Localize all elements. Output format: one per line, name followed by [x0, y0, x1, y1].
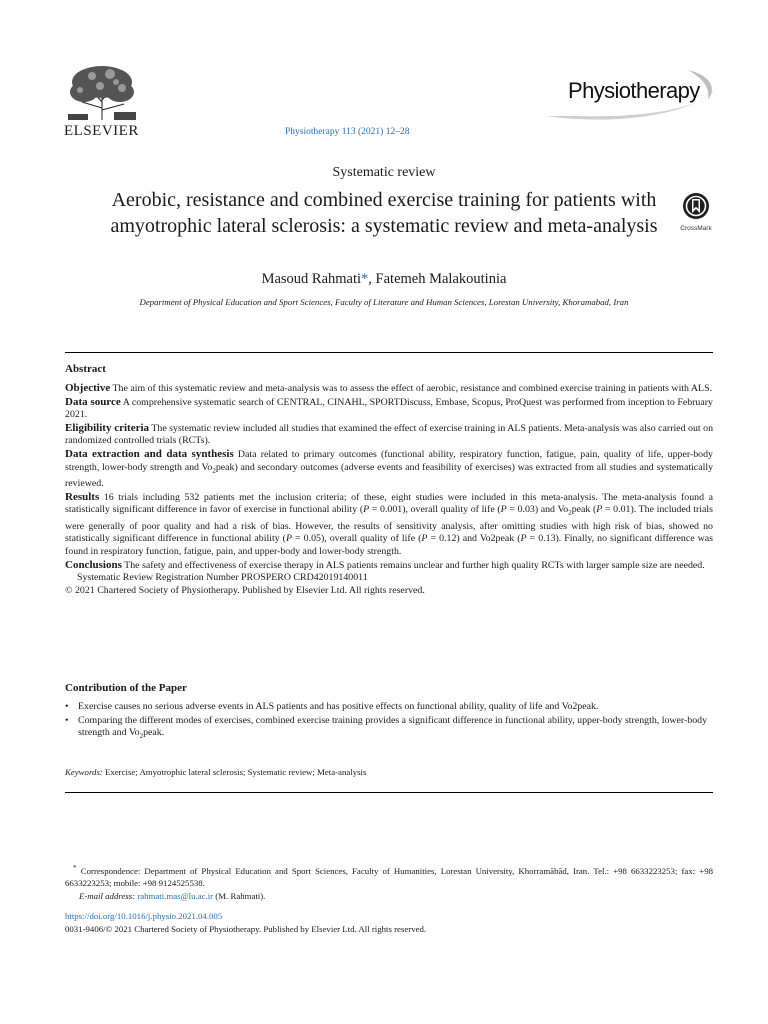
authors	[0, 271, 768, 288]
abstract-body	[65, 382, 713, 597]
results-text: 16 trials including 532 patients met the inclusion criteria; of these, eight studies were included in this meta-analysis. The meta-analysis found a statistically significant difference in favor of exercise in functional ability (	[65, 491, 713, 516]
contribution-item-text: Exercise causes no serious adverse events in ALS patients and has positive effects on functional ability, quality of life and Vo2peak.	[78, 701, 599, 712]
results-text: = 0.13). Finally, no significant difference was found in respiratory function, fatigue, pain, and upper-body and lower-body strength.	[65, 533, 714, 558]
contribution-item-text: peak.	[143, 727, 165, 739]
email-suffix: (M. Rahmati).	[215, 890, 266, 901]
subscript: 2	[212, 467, 216, 475]
registration: Systematic Review Registration Number PROSPERO CRD42019140011	[77, 572, 368, 584]
abstract-extraction	[65, 448, 713, 491]
email-line	[65, 890, 713, 903]
journal-badge	[538, 66, 718, 124]
abstract-eligibility	[65, 422, 713, 448]
correspondence-text: Correspondence: Department of Physical Education and Sport Sciences, Faculty of Humanities, Lorestan University, Khorramābād, Iran. Tel.: +98 6633223253; fax: +98 6633223253; mobile: +98 9124525538.	[65, 865, 713, 889]
conclusions-label: Conclusions	[65, 558, 122, 571]
objective-text: The aim of this systematic review and meta-analysis was to assess the effect of aerobic, resistance and combined exercise training in patients with ALS.	[112, 383, 713, 394]
affiliation: Department of Physical Education and Sport Sciences, Faculty of Literature and Human Sciences, Lorestan University, Khoramabad, Iran	[139, 297, 629, 307]
email-label: E-mail address:	[79, 890, 136, 901]
footer-copyright: 0031-9406/© 2021 Chartered Society of Physiotherapy. Published by Elsevier Ltd. All rights reserved.	[65, 924, 427, 934]
bullet-icon: •	[65, 701, 69, 712]
results-text: = 0.001), overall quality of life (	[369, 504, 501, 516]
article-title: Aerobic, resistance and combined exercise training for patients with amyotrophic lateral sclerosis: a systematic review and meta-analysis	[110, 189, 658, 237]
crossmark-badge[interactable]	[673, 192, 719, 232]
data-source-text: A comprehensive systematic search of CENTRAL, CINAHL, SPORTDiscuss, Embase, Scopus, ProQuest was performed from inception to February 2021.	[65, 396, 713, 421]
results-text: = 0.12) and Vo2peak (	[427, 533, 521, 545]
eligibility-text: The systematic review included all studies that examined the effect of exercise training in ALS patients. Meta-analysis was also carried out on randomized controlled trials (RCTs).	[65, 422, 714, 447]
conclusions-text: The safety and effectiveness of exercise therapy in ALS patients remains unclear and further high quality RCTs with larger sample size are needed.	[124, 559, 705, 571]
list-item	[65, 701, 713, 714]
results-text: = 0.03) and Vo	[506, 504, 569, 516]
extraction-text-b: peak) and secondary outcomes (adverse events and feasibility of exercises) was extracted from all studies and systematically reviewed.	[65, 461, 714, 490]
journal-citation[interactable]: Physiotherapy 113 (2021) 12–28	[285, 127, 410, 137]
p-symbol: P	[500, 504, 507, 516]
subscript: 2	[568, 510, 572, 518]
abstract-results	[65, 491, 713, 559]
article-type: Systematic review	[332, 165, 436, 180]
bullet-icon: •	[65, 714, 69, 726]
p-symbol: P	[421, 533, 428, 545]
author-1[interactable]: Masoud Rahmati	[261, 271, 362, 287]
elsevier-tree-icon	[62, 62, 142, 122]
crossmark-label: CrossMark	[680, 225, 712, 232]
results-text: = 0.01). The included trials were generally of poor quality and had a risk of bias. However, the results of sensitivity analysis, after omitting studies with high risk of bias, showed no statistically significant difference in functional ability (	[65, 504, 714, 545]
abstract-heading: Abstract	[65, 363, 106, 375]
email-link[interactable]: rahmati.mas@lu.ac.ir	[137, 890, 214, 901]
author-footnote-mark[interactable]: *	[361, 271, 369, 287]
keywords	[65, 767, 366, 777]
abstract-objective	[65, 382, 713, 396]
abstract-conclusions	[65, 559, 713, 573]
abstract-copyright: © 2021 Chartered Society of Physiotherapy. Published by Elsevier Ltd. All rights reserved.	[65, 584, 425, 596]
elsevier-logo	[62, 62, 144, 140]
extraction-text-a: Data related to primary outcomes (functional ability, respiratory function, fatigue, pain, quality of life, upper-body strength, lower-body strength and Vo	[65, 448, 713, 473]
p-symbol: P	[363, 504, 370, 516]
author-2[interactable]: , Fatemeh Malakoutinia	[368, 271, 507, 287]
data-source-label: Data source	[65, 395, 121, 408]
subscript: 2	[139, 733, 144, 741]
divider-top	[65, 352, 713, 353]
divider-bottom	[65, 792, 713, 793]
keywords-text: Exercise; Amyotrophic lateral sclerosis; Systematic review; Meta-analysis	[105, 767, 367, 777]
objective-label: Objective	[65, 382, 111, 394]
keywords-label: Keywords:	[65, 767, 103, 777]
crossmark-icon	[682, 192, 710, 220]
results-label: Results	[65, 490, 100, 503]
eligibility-label: Eligibility criteria	[65, 421, 150, 434]
list-item	[65, 715, 713, 744]
abstract-data-source	[65, 396, 713, 422]
footnote-mark: *	[73, 863, 77, 872]
publisher-name: ELSEVIER	[64, 123, 139, 139]
p-symbol: P	[285, 533, 293, 545]
p-symbol: P	[596, 504, 603, 516]
extraction-label: Data extraction and data synthesis	[65, 447, 234, 460]
p-symbol: P	[520, 533, 527, 545]
contribution-heading: Contribution of the Paper	[65, 682, 187, 694]
correspondence	[65, 862, 713, 890]
contribution-list	[65, 701, 713, 745]
results-text: peak (	[571, 504, 597, 516]
correspondence-footnote	[65, 862, 713, 902]
journal-name: Physiotherapy	[568, 78, 700, 103]
contribution-item-text: Comparing the different modes of exercises, combined exercise training provides a significant difference in functional ability, upper-body strength, lower-body strength and Vo	[78, 714, 708, 739]
doi-link[interactable]: https://doi.org/10.1016/j.physio.2021.04.005	[65, 911, 223, 921]
results-text: = 0.05), overall quality of life (	[292, 533, 422, 545]
